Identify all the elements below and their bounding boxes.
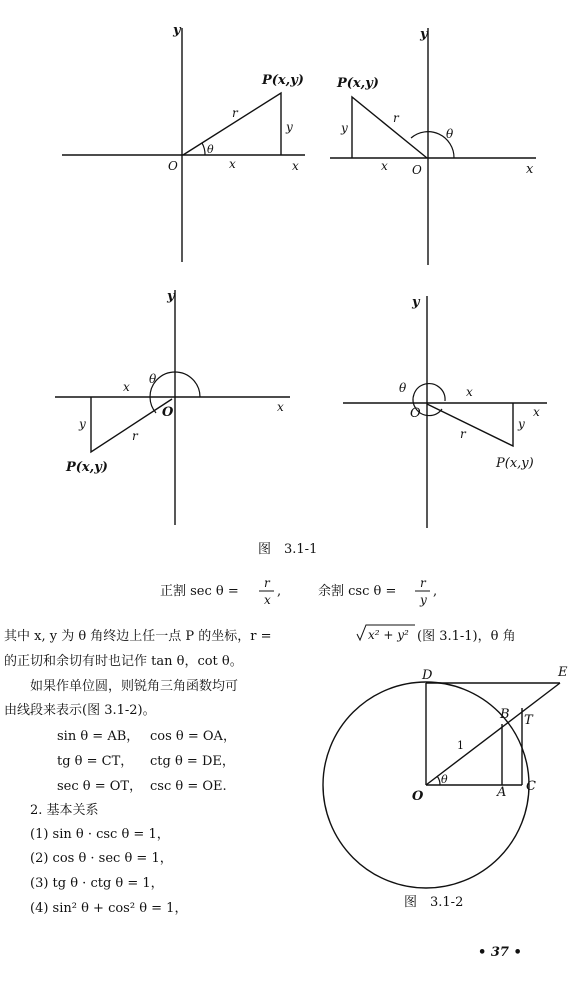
point-p-label: P(x,y) [66,460,108,475]
paragraph-2-line-1: 如果作单位圆，则锐角三角函数均可 [30,679,239,694]
theta-label: θ [441,773,448,786]
x-side-label: x [123,380,130,394]
fig-3-1-2-diagram [323,665,568,888]
y-axis-label: y [173,23,181,38]
eq-sin: sin θ = AB， [57,729,140,744]
relation-4: (4) sin² θ + cos² θ = 1， [30,901,188,916]
fig-3-1-2-caption: 图 3.1-2 [404,895,464,910]
origin-label: O [410,406,421,421]
y-axis-label: y [167,289,175,304]
angle-arc [437,776,440,785]
csc-numerator: r [420,576,426,590]
y-side-label: y [286,120,293,134]
r-label: r [132,429,138,443]
r-label: r [393,111,399,125]
y-axis-label: y [412,295,420,310]
point-d-label: D [422,668,433,683]
point-a-label: A [497,785,507,800]
origin-label: O [162,405,174,420]
definitions-line [160,576,437,607]
paragraph-1-text-b: (图 3.1-1)，θ 角 [417,629,516,644]
x-side-label: x [466,385,473,399]
sec-numerator: r [264,576,270,590]
csc-comma: , [433,584,438,599]
csc-definition-prefix: 余割 csc θ = [318,584,397,599]
paragraph-1 [4,625,516,669]
triangle [91,397,172,452]
eq-cos: cos θ = OA， [150,729,236,744]
x-axis-label: x [292,159,299,173]
sec-definition-prefix: 正割 sec θ = [160,584,239,599]
r-label: r [460,427,466,441]
relations-list [30,827,187,916]
x-axis-label: x [277,400,284,414]
csc-denominator: y [420,593,427,607]
fig-3-1-1-panel-quadrant-2 [330,27,536,265]
relation-2: (2) cos θ · sec θ = 1， [30,851,173,866]
fig-3-1-1-caption: 图 3.1-1 [258,542,318,557]
origin-label: O [412,163,422,177]
section-title: 2. 基本关系 [30,803,99,818]
x-side-label: x [381,159,388,173]
point-o-label: O [412,789,424,804]
x-axis-label: x [533,405,540,419]
relation-1: (1) sin θ · csc θ = 1， [30,827,170,842]
triangle [352,97,427,158]
point-p-label: P(x,y) [496,456,534,471]
fig-3-1-1-panel-quadrant-3 [55,289,290,525]
eq-ctg: ctg θ = DE， [150,754,235,769]
radius-one-label: 1 [457,739,464,752]
origin-label: O [168,159,178,173]
theta-label: θ [149,372,157,386]
eq-csc: csc θ = OE. [150,779,227,794]
point-c-label: C [526,779,536,794]
paragraph-2 [4,678,238,718]
segment-oe [426,683,560,785]
sec-denominator: x [264,593,271,607]
point-b-label: B [500,707,510,722]
y-side-label: y [79,417,86,431]
y-axis-label: y [420,27,428,42]
theta-label: θ [207,143,214,156]
x-axis-label: x [526,162,534,177]
point-p-label: P(x,y) [337,76,379,91]
point-t-label: T [524,713,533,728]
theta-label: θ [446,127,454,141]
fig-3-1-1-panel-quadrant-1 [62,23,305,262]
r-label: r [232,106,238,120]
eq-tg: tg θ = CT， [57,754,134,769]
y-side-label: y [518,417,525,431]
fig-3-1-1-panel-quadrant-4 [343,295,547,528]
paragraph-2-line-2: 由线段来表示(图 3.1-2)。 [4,703,156,718]
point-p-label: P(x,y) [262,73,304,88]
x-side-label: x [229,157,236,171]
eq-sec: sec θ = OT， [57,779,143,794]
point-e-label: E [558,665,568,680]
sec-comma: , [277,584,282,599]
page-number: • 37 • [478,945,522,960]
angle-arc [202,143,205,155]
triangle [183,93,281,155]
paragraph-1-line-2: 的正切和余切有时也记作 tan θ，cot θ。 [4,654,243,669]
sqrt-radicand: x² + y² [368,628,409,642]
theta-label: θ [399,381,407,395]
triangle [427,403,513,446]
paragraph-1-text-a: 其中 x, y 为 θ 角终边上任一点 P 的坐标，r = [4,629,272,644]
y-side-label: y [341,121,348,135]
equation-block [57,729,236,794]
relation-3: (3) tg θ · ctg θ = 1， [30,876,164,891]
